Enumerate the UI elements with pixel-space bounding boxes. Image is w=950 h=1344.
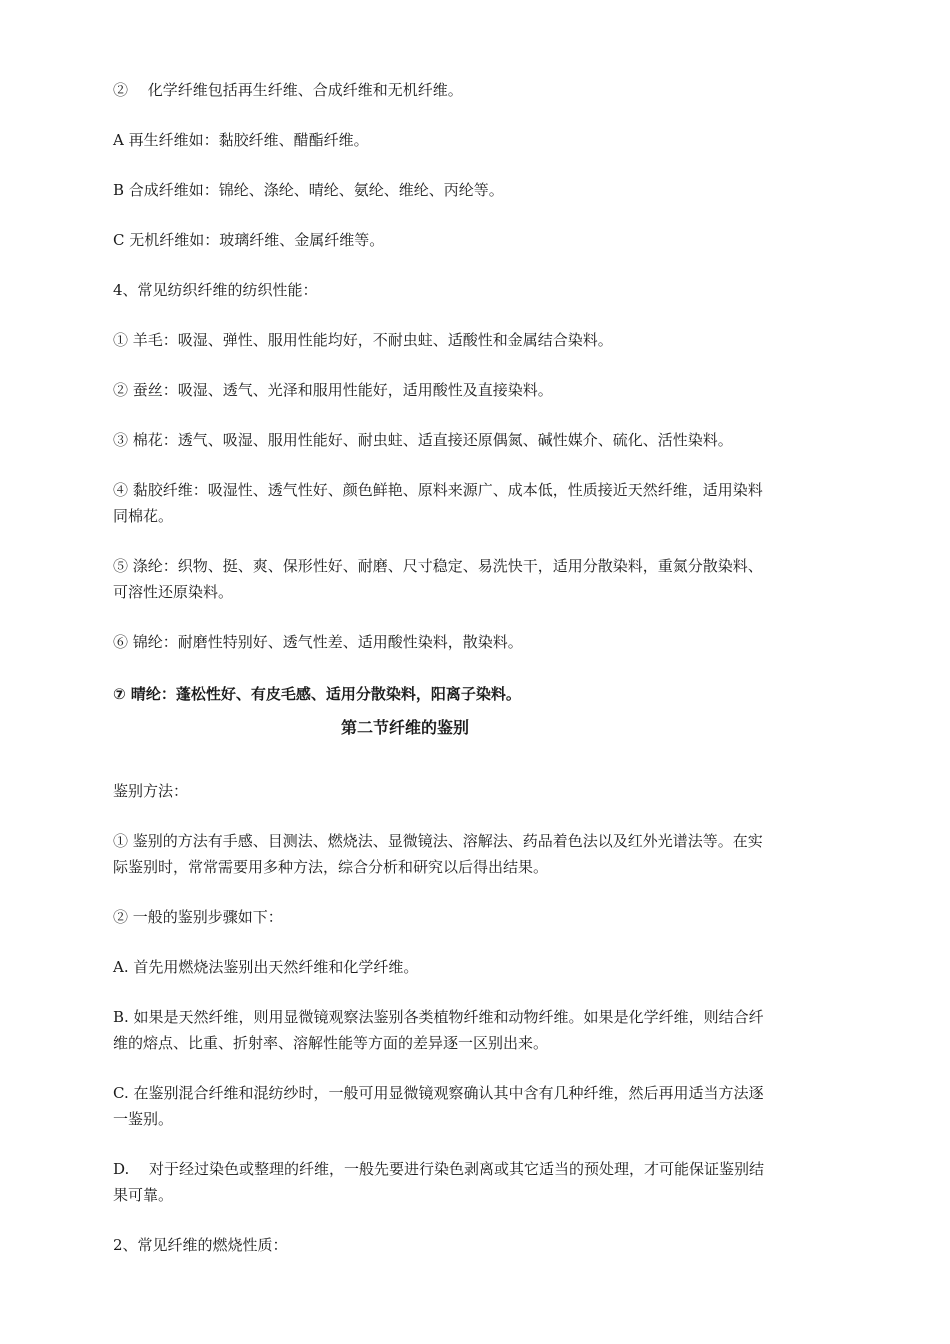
wool-line: ① 羊毛：吸湿、弹性、服用性能均好，不耐虫蛀、适酸性和金属结合染料。 [113,331,613,349]
methods-title: 鉴别方法： [113,782,189,800]
step-a-line: A. 首先用燃烧法鉴别出天然纤维和化学纤维。 [113,958,419,976]
synth-fiber-line: B 合成纤维如：锦纶、涤纶、晴纶、氨纶、维纶、丙纶等。 [113,181,504,199]
regen-fiber-line: A 再生纤维如：黏胶纤维、醋酯纤维。 [113,131,369,149]
step-b-line-1: B. 如果是天然纤维，则用显微镜观察法鉴别各类植物纤维和动物纤维。如果是化学纤维，则结合纤 [113,1008,764,1026]
method1-line-1: ① 鉴别的方法有手感、目测法、燃烧法、显微镜法、溶解法、药品着色法以及红外光谱法等。在实 [113,832,763,850]
method1-line-2: 际鉴别时，常常需要用多种方法，综合分析和研究以后得出结果。 [113,858,549,876]
acrylic-line: ⑦ 晴纶：蓬松性好、有皮毛感、适用分散染料，阳离子染料。 [113,685,521,703]
step-c-line-2: 一鉴别。 [113,1110,174,1128]
polyester-line-1: ⑤ 涤纶：织物、挺、爽、保形性好、耐磨、尺寸稳定、易洗快干，适用分散染料，重氮分散染料、 [113,557,763,575]
step-c-line-1: C. 在鉴别混合纤维和混纺纱时，一般可用显微镜观察确认其中含有几种纤维，然后再用适当方法逐 [113,1084,764,1102]
cotton-line: ③ 棉花：透气、吸湿、服用性能好、耐虫蛀、适直接还原偶氮、碱性媒介、硫化、活性染料。 [113,431,733,449]
silk-line: ② 蚕丝：吸湿、透气、光泽和服用性能好，适用酸性及直接染料。 [113,381,553,399]
step-d-line-2: 果可靠。 [113,1186,174,1204]
nylon-line: ⑥ 锦纶：耐磨性特别好、透气性差、适用酸性染料，散染料。 [113,633,523,651]
viscose-line-1: ④ 黏胶纤维：吸湿性、透气性好、颜色鲜艳、原料来源广、成本低，性质接近天然纤维，适用染料 [113,481,763,499]
step-d-line-1: D. 对于经过染色或整理的纤维，一般先要进行染色剥离或其它适当的预处理，才可能保证鉴别结 [113,1160,765,1178]
polyester-line-2: 可溶性还原染料。 [113,583,234,601]
burn-title: 2、常见纤维的燃烧性质： [113,1236,288,1254]
props-title: 4、常见纺织纤维的纺织性能： [113,281,318,299]
viscose-line-2: 同棉花。 [113,507,174,525]
inorg-fiber-line: C 无机纤维如：玻璃纤维、金属纤维等。 [113,231,385,249]
step-b-line-2: 维的熔点、比重、折射率、溶解性能等方面的差异逐一区别出来。 [113,1034,549,1052]
chem-fiber-line: ② 化学纤维包括再生纤维、合成纤维和无机纤维。 [113,81,463,99]
section-heading: 第二节纤维的鉴别 [340,718,469,737]
method2-line: ② 一般的鉴别步骤如下： [113,908,283,926]
